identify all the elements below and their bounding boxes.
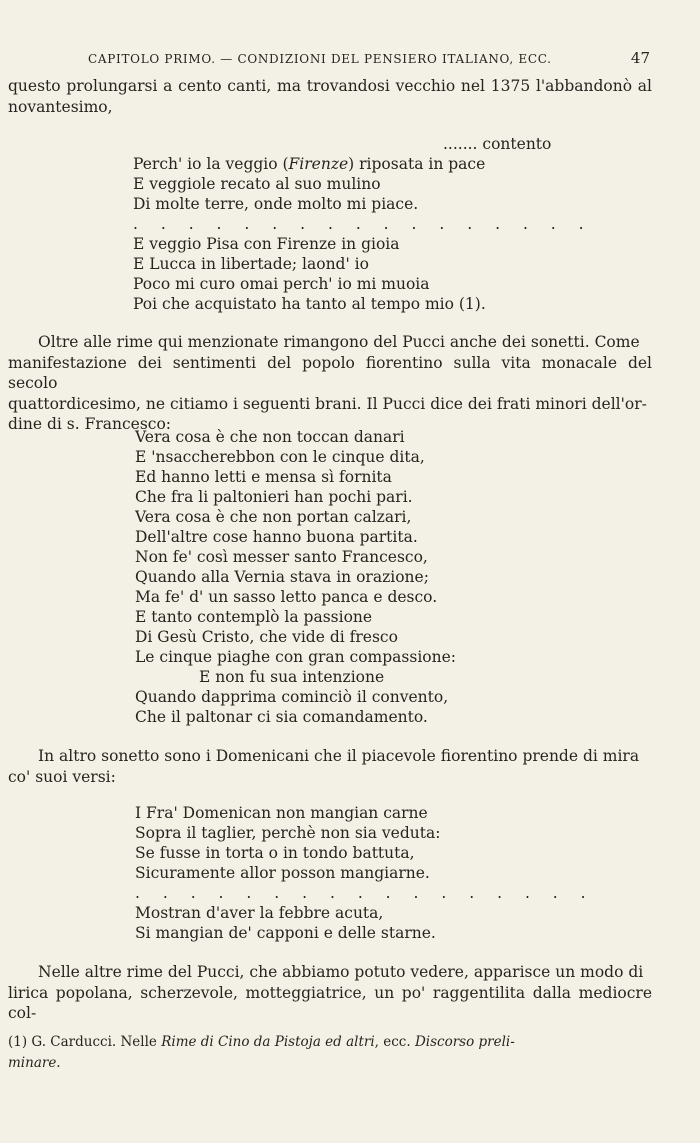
sonnet-line: Vera cosa è che non portan calzari, (135, 508, 412, 526)
sonnet-line: Quando alla Vernia stava in orazione; (135, 568, 429, 586)
poem-line-part: ) riposata in pace (348, 155, 486, 173)
sonnet-line: E 'nsaccherebbon con le cinque dita, (135, 448, 425, 466)
paragraph-intro: questo prolungarsi a cento canti, ma trovandosi vecchio nel 1375 l'abbandonò al novantesimo, (8, 77, 652, 116)
footnote-title-italic: Rime di Cino da Pistoja ed altri (161, 1034, 375, 1050)
text-line: dine di s. Francesco: (8, 415, 172, 433)
text-line: quattordicesimo, ne citiamo i seguenti brani. Il Pucci dice dei frati minori dell'or- (8, 394, 647, 413)
paragraph-sonnets (8, 332, 652, 435)
ellipsis-dots: . . . . . . . . . . . . . . . . . (135, 884, 595, 902)
text-line: In altro sonetto sono i Domenicani che il piacevole fiorentino prende di mira (38, 747, 640, 765)
text-line: Oltre alle rime qui menzionate rimangono del Pucci anche dei sonetti. Come (38, 333, 640, 351)
sonnet-line: Ma fe' d' un sasso letto panca e desco. (135, 588, 438, 606)
text-line: lirica popolana, scherzevole, motteggiatrice, un po' raggentilita dalla mediocre col- (8, 983, 652, 1022)
sonnet-line: Si mangian de' capponi e delle starne. (135, 924, 436, 942)
paragraph-other-rhymes (8, 962, 652, 1024)
sonnet-line: Ed hanno letti e mensa sì fornita (135, 468, 392, 486)
text-line: Nelle altre rime del Pucci, che abbiamo potuto vedere, apparisce un modo di (38, 963, 644, 981)
footnote-title-italic: Discorso preli- (414, 1034, 515, 1050)
poem-line: E veggio Pisa con Firenze in gioia (133, 235, 400, 253)
sonnet-line: Vera cosa è che non toccan danari (135, 428, 405, 446)
sonnet-line: Che fra li paltonieri han pochi pari. (135, 488, 413, 506)
running-head (0, 49, 700, 72)
paragraph-dominicans (8, 746, 652, 787)
poem-line: Poco mi curo omai perch' io mi muoia (133, 275, 430, 293)
sonnet-dominicans (135, 803, 595, 943)
poem-line-part: Perch' io la veggio ( (133, 155, 289, 173)
poem-line-italic: Firenze (288, 155, 349, 173)
poem-line (133, 154, 593, 174)
sonnet-line: Sicuramente allor posson mangiarne. (135, 864, 430, 882)
sonnet-line: E tanto contemplò la passione (135, 608, 373, 626)
sonnet-line: Che il paltonar ci sia comandamento. (135, 708, 428, 726)
sonnet-line: Se fusse in torta o in tondo battuta, (135, 844, 415, 862)
poem-lead: ....... contento (443, 135, 552, 153)
footnote-text: , ecc. (374, 1034, 415, 1050)
sonnet-line: Sopra il taglier, perchè non sia veduta: (135, 824, 441, 842)
sonnet-line: Quando dapprima cominciò il convento, (135, 688, 449, 706)
footnote-text: (1) G. Carducci. Nelle (8, 1034, 162, 1050)
text-line: manifestazione dei sentimenti del popolo fiorentino sulla vita monacale del secolo (8, 353, 652, 392)
sonnet-line-indented: E non fu sua intenzione (199, 668, 385, 686)
sonnet-franciscans (135, 427, 456, 727)
sonnet-line: Mostran d'aver la febbre acuta, (135, 904, 384, 922)
ellipsis-dots: . . . . . . . . . . . . . . . . . (133, 215, 593, 233)
poem-line: Di molte terre, onde molto mi piace. (133, 195, 419, 213)
sonnet-line: Dell'altre cose hanno buona partita. (135, 528, 418, 546)
poem-line: E Lucca in libertade; laond' io (133, 255, 369, 273)
page-number: 47 (630, 49, 650, 67)
poem-excerpt (133, 134, 593, 314)
text-line: co' suoi versi: (8, 767, 116, 786)
poem-line: Poi che acquistato ha tanto al tempo mio (1). (133, 295, 486, 313)
running-head-title: CAPITOLO PRIMO. — CONDIZIONI DEL PENSIERO ITALIANO, ECC. (88, 52, 552, 66)
sonnet-line: Le cinque piaghe con gran compassione: (135, 648, 456, 666)
sonnet-line: I Fra' Domenican non mangian carne (135, 804, 428, 822)
footnote (8, 1032, 652, 1074)
sonnet-line: Di Gesù Cristo, che vide di fresco (135, 628, 398, 646)
poem-line: E veggiole recato al suo mulino (133, 175, 381, 193)
footnote-title-italic: minare. (8, 1055, 61, 1071)
sonnet-line: Non fe' così messer santo Francesco, (135, 548, 428, 566)
